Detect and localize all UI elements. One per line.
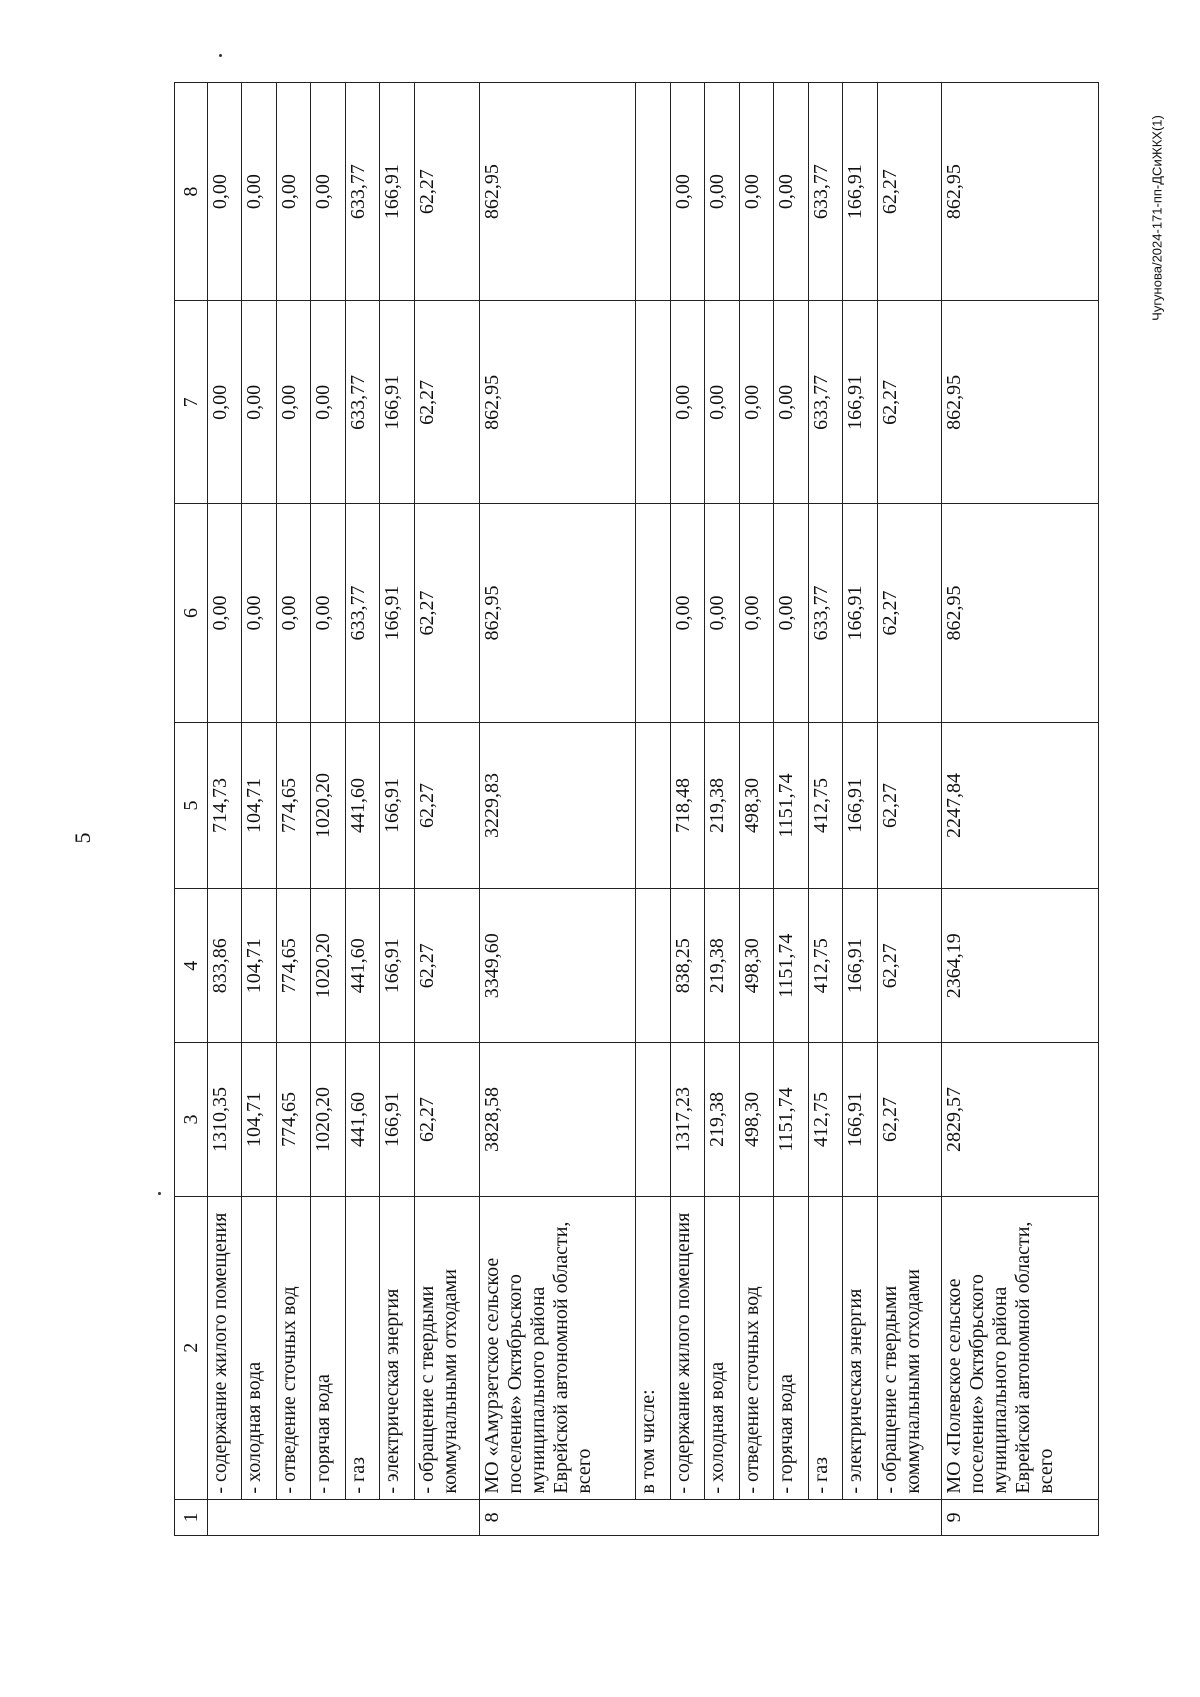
value-cell: 104,71 (242, 889, 276, 1043)
table-row (242, 83, 276, 1536)
value-cell: 0,00 (276, 301, 310, 504)
table-row (942, 83, 1099, 1536)
value-cell: 0,00 (739, 504, 773, 722)
value-cell: 774,65 (276, 1043, 310, 1197)
value-cell: 0,00 (242, 301, 276, 504)
row-label-cell: - холодная вода (705, 1196, 739, 1499)
value-cell: 633,77 (345, 504, 379, 722)
row-label-cell: - горячая вода (774, 1196, 808, 1499)
value-cell: 104,71 (242, 1043, 276, 1197)
column-header: 3 (175, 1043, 208, 1197)
value-cell: 0,00 (670, 83, 704, 301)
row-number-cell (208, 1499, 480, 1535)
value-cell: 3828,58 (479, 1043, 635, 1197)
table-row (479, 83, 635, 1536)
document-code-footer: Чугунова/2024-171-пп-ДСиЖКХ(1) (1149, 115, 1165, 321)
value-cell: 0,00 (311, 83, 345, 301)
row-label-cell: - отведение сточных вод (276, 1196, 310, 1499)
column-header: 1 (175, 1499, 208, 1535)
table-row (705, 83, 739, 1536)
value-cell: 2829,57 (942, 1043, 1099, 1197)
value-cell: 219,38 (705, 1043, 739, 1197)
value-cell: 0,00 (670, 301, 704, 504)
value-cell: 166,91 (380, 301, 414, 504)
value-cell: 166,91 (380, 1043, 414, 1197)
table-row (877, 83, 942, 1536)
value-cell: 0,00 (242, 504, 276, 722)
value-cell: 1151,74 (774, 722, 808, 889)
tariff-table (174, 82, 1099, 1536)
value-cell: 0,00 (705, 504, 739, 722)
value-cell: 0,00 (774, 301, 808, 504)
value-cell: 219,38 (705, 722, 739, 889)
value-cell: 833,86 (208, 889, 242, 1043)
value-cell: 62,27 (877, 83, 942, 301)
value-cell: 0,00 (705, 301, 739, 504)
value-cell: 62,27 (877, 1043, 942, 1197)
value-cell: 862,95 (479, 504, 635, 722)
value-cell: 166,91 (380, 83, 414, 301)
value-cell: 718,48 (670, 722, 704, 889)
value-cell: 1020,20 (311, 1043, 345, 1197)
value-cell: 862,95 (479, 83, 635, 301)
table-row (670, 83, 704, 1536)
value-cell: 62,27 (877, 722, 942, 889)
value-cell: 714,73 (208, 722, 242, 889)
value-cell: 441,60 (345, 889, 379, 1043)
value-cell: 633,77 (808, 301, 842, 504)
value-cell: 166,91 (843, 722, 877, 889)
value-cell: 62,27 (414, 301, 479, 504)
row-label-cell: - электрическая энергия (843, 1196, 877, 1499)
value-cell: 0,00 (242, 83, 276, 301)
value-cell: 0,00 (670, 504, 704, 722)
row-label-cell: - отведение сточных вод (739, 1196, 773, 1499)
value-cell: 441,60 (345, 722, 379, 889)
value-cell: 1020,20 (311, 722, 345, 889)
tariff-table-rotated (174, 82, 1099, 1536)
value-cell: 633,77 (345, 301, 379, 504)
value-cell: 0,00 (739, 301, 773, 504)
value-cell: 412,75 (808, 1043, 842, 1197)
value-cell: 0,00 (276, 504, 310, 722)
column-header: 6 (175, 504, 208, 722)
value-cell: 62,27 (414, 1043, 479, 1197)
value-cell: 0,00 (208, 83, 242, 301)
row-label-cell: - содержание жилого помещения (670, 1196, 704, 1499)
value-cell (636, 889, 670, 1043)
column-header: 2 (175, 1196, 208, 1499)
row-number-cell: 9 (942, 1499, 1099, 1535)
value-cell: 166,91 (843, 889, 877, 1043)
value-cell: 412,75 (808, 722, 842, 889)
value-cell: 219,38 (705, 889, 739, 1043)
value-cell: 498,30 (739, 722, 773, 889)
value-cell: 862,95 (942, 301, 1099, 504)
scan-speck (219, 54, 222, 57)
table-row (380, 83, 414, 1536)
value-cell: 1020,20 (311, 889, 345, 1043)
value-cell: 62,27 (414, 504, 479, 722)
row-label-cell: - обращение с твердыми коммунальными отходами (877, 1196, 942, 1499)
value-cell: 62,27 (414, 889, 479, 1043)
value-cell: 62,27 (877, 504, 942, 722)
row-label-cell: - холодная вода (242, 1196, 276, 1499)
value-cell: 441,60 (345, 1043, 379, 1197)
table-row (414, 83, 479, 1536)
row-label-cell: - содержание жилого помещения (208, 1196, 242, 1499)
value-cell: 498,30 (739, 889, 773, 1043)
value-cell (636, 722, 670, 889)
value-cell: 633,77 (808, 83, 842, 301)
value-cell: 62,27 (877, 301, 942, 504)
table-row (808, 83, 842, 1536)
value-cell: 0,00 (311, 504, 345, 722)
value-cell: 3349,60 (479, 889, 635, 1043)
value-cell: 166,91 (843, 301, 877, 504)
value-cell: 3229,83 (479, 722, 635, 889)
table-header-row (175, 83, 208, 1536)
column-header: 7 (175, 301, 208, 504)
table-row (345, 83, 379, 1536)
row-number-cell: 8 (479, 1499, 942, 1535)
value-cell: 166,91 (843, 504, 877, 722)
value-cell: 862,95 (479, 301, 635, 504)
row-label-cell: - газ (345, 1196, 379, 1499)
value-cell: 498,30 (739, 1043, 773, 1197)
value-cell: 1310,35 (208, 1043, 242, 1197)
value-cell: 774,65 (276, 722, 310, 889)
table-row (311, 83, 345, 1536)
row-label-cell: МО «Полевское сельское поселение» Октябрьского муниципального района Еврейской автономной области, всего (942, 1196, 1099, 1499)
value-cell: 2247,84 (942, 722, 1099, 889)
row-label-cell: - обращение с твердыми коммунальными отходами (414, 1196, 479, 1499)
value-cell: 166,91 (380, 889, 414, 1043)
table-row (843, 83, 877, 1536)
value-cell (636, 83, 670, 301)
value-cell: 1317,23 (670, 1043, 704, 1197)
row-label-cell: - электрическая энергия (380, 1196, 414, 1499)
value-cell: 0,00 (705, 83, 739, 301)
value-cell: 0,00 (774, 83, 808, 301)
value-cell: 166,91 (843, 1043, 877, 1197)
column-header: 4 (175, 889, 208, 1043)
row-label-cell: - газ (808, 1196, 842, 1499)
table-row (636, 83, 670, 1536)
value-cell: 412,75 (808, 889, 842, 1043)
value-cell: 774,65 (276, 889, 310, 1043)
value-cell (636, 1043, 670, 1197)
value-cell: 862,95 (942, 83, 1099, 301)
value-cell: 0,00 (276, 83, 310, 301)
column-header: 8 (175, 83, 208, 301)
row-label-cell: в том числе: (636, 1196, 670, 1499)
value-cell: 862,95 (942, 504, 1099, 722)
column-header: 5 (175, 722, 208, 889)
value-cell: 166,91 (380, 504, 414, 722)
table-row (774, 83, 808, 1536)
value-cell: 104,71 (242, 722, 276, 889)
table-row (276, 83, 310, 1536)
table-body (175, 83, 1099, 1536)
value-cell: 62,27 (877, 889, 942, 1043)
value-cell: 838,25 (670, 889, 704, 1043)
value-cell: 166,91 (843, 83, 877, 301)
value-cell: 0,00 (774, 504, 808, 722)
value-cell: 633,77 (345, 83, 379, 301)
table-row (208, 83, 242, 1536)
value-cell: 2364,19 (942, 889, 1099, 1043)
value-cell: 633,77 (808, 504, 842, 722)
page-number: 5 (70, 832, 95, 844)
value-cell: 0,00 (208, 504, 242, 722)
value-cell: 1151,74 (774, 1043, 808, 1197)
row-label-cell: - горячая вода (311, 1196, 345, 1499)
value-cell: 62,27 (414, 83, 479, 301)
scan-speck (158, 1192, 161, 1195)
value-cell: 0,00 (311, 301, 345, 504)
table-row (739, 83, 773, 1536)
value-cell: 0,00 (208, 301, 242, 504)
row-label-cell: МО «Амурзетское сельское поселение» Октябрьского муниципального района Еврейской автономной области, всего (479, 1196, 635, 1499)
value-cell (636, 301, 670, 504)
value-cell (636, 504, 670, 722)
value-cell: 0,00 (739, 83, 773, 301)
value-cell: 166,91 (380, 722, 414, 889)
value-cell: 62,27 (414, 722, 479, 889)
value-cell: 1151,74 (774, 889, 808, 1043)
